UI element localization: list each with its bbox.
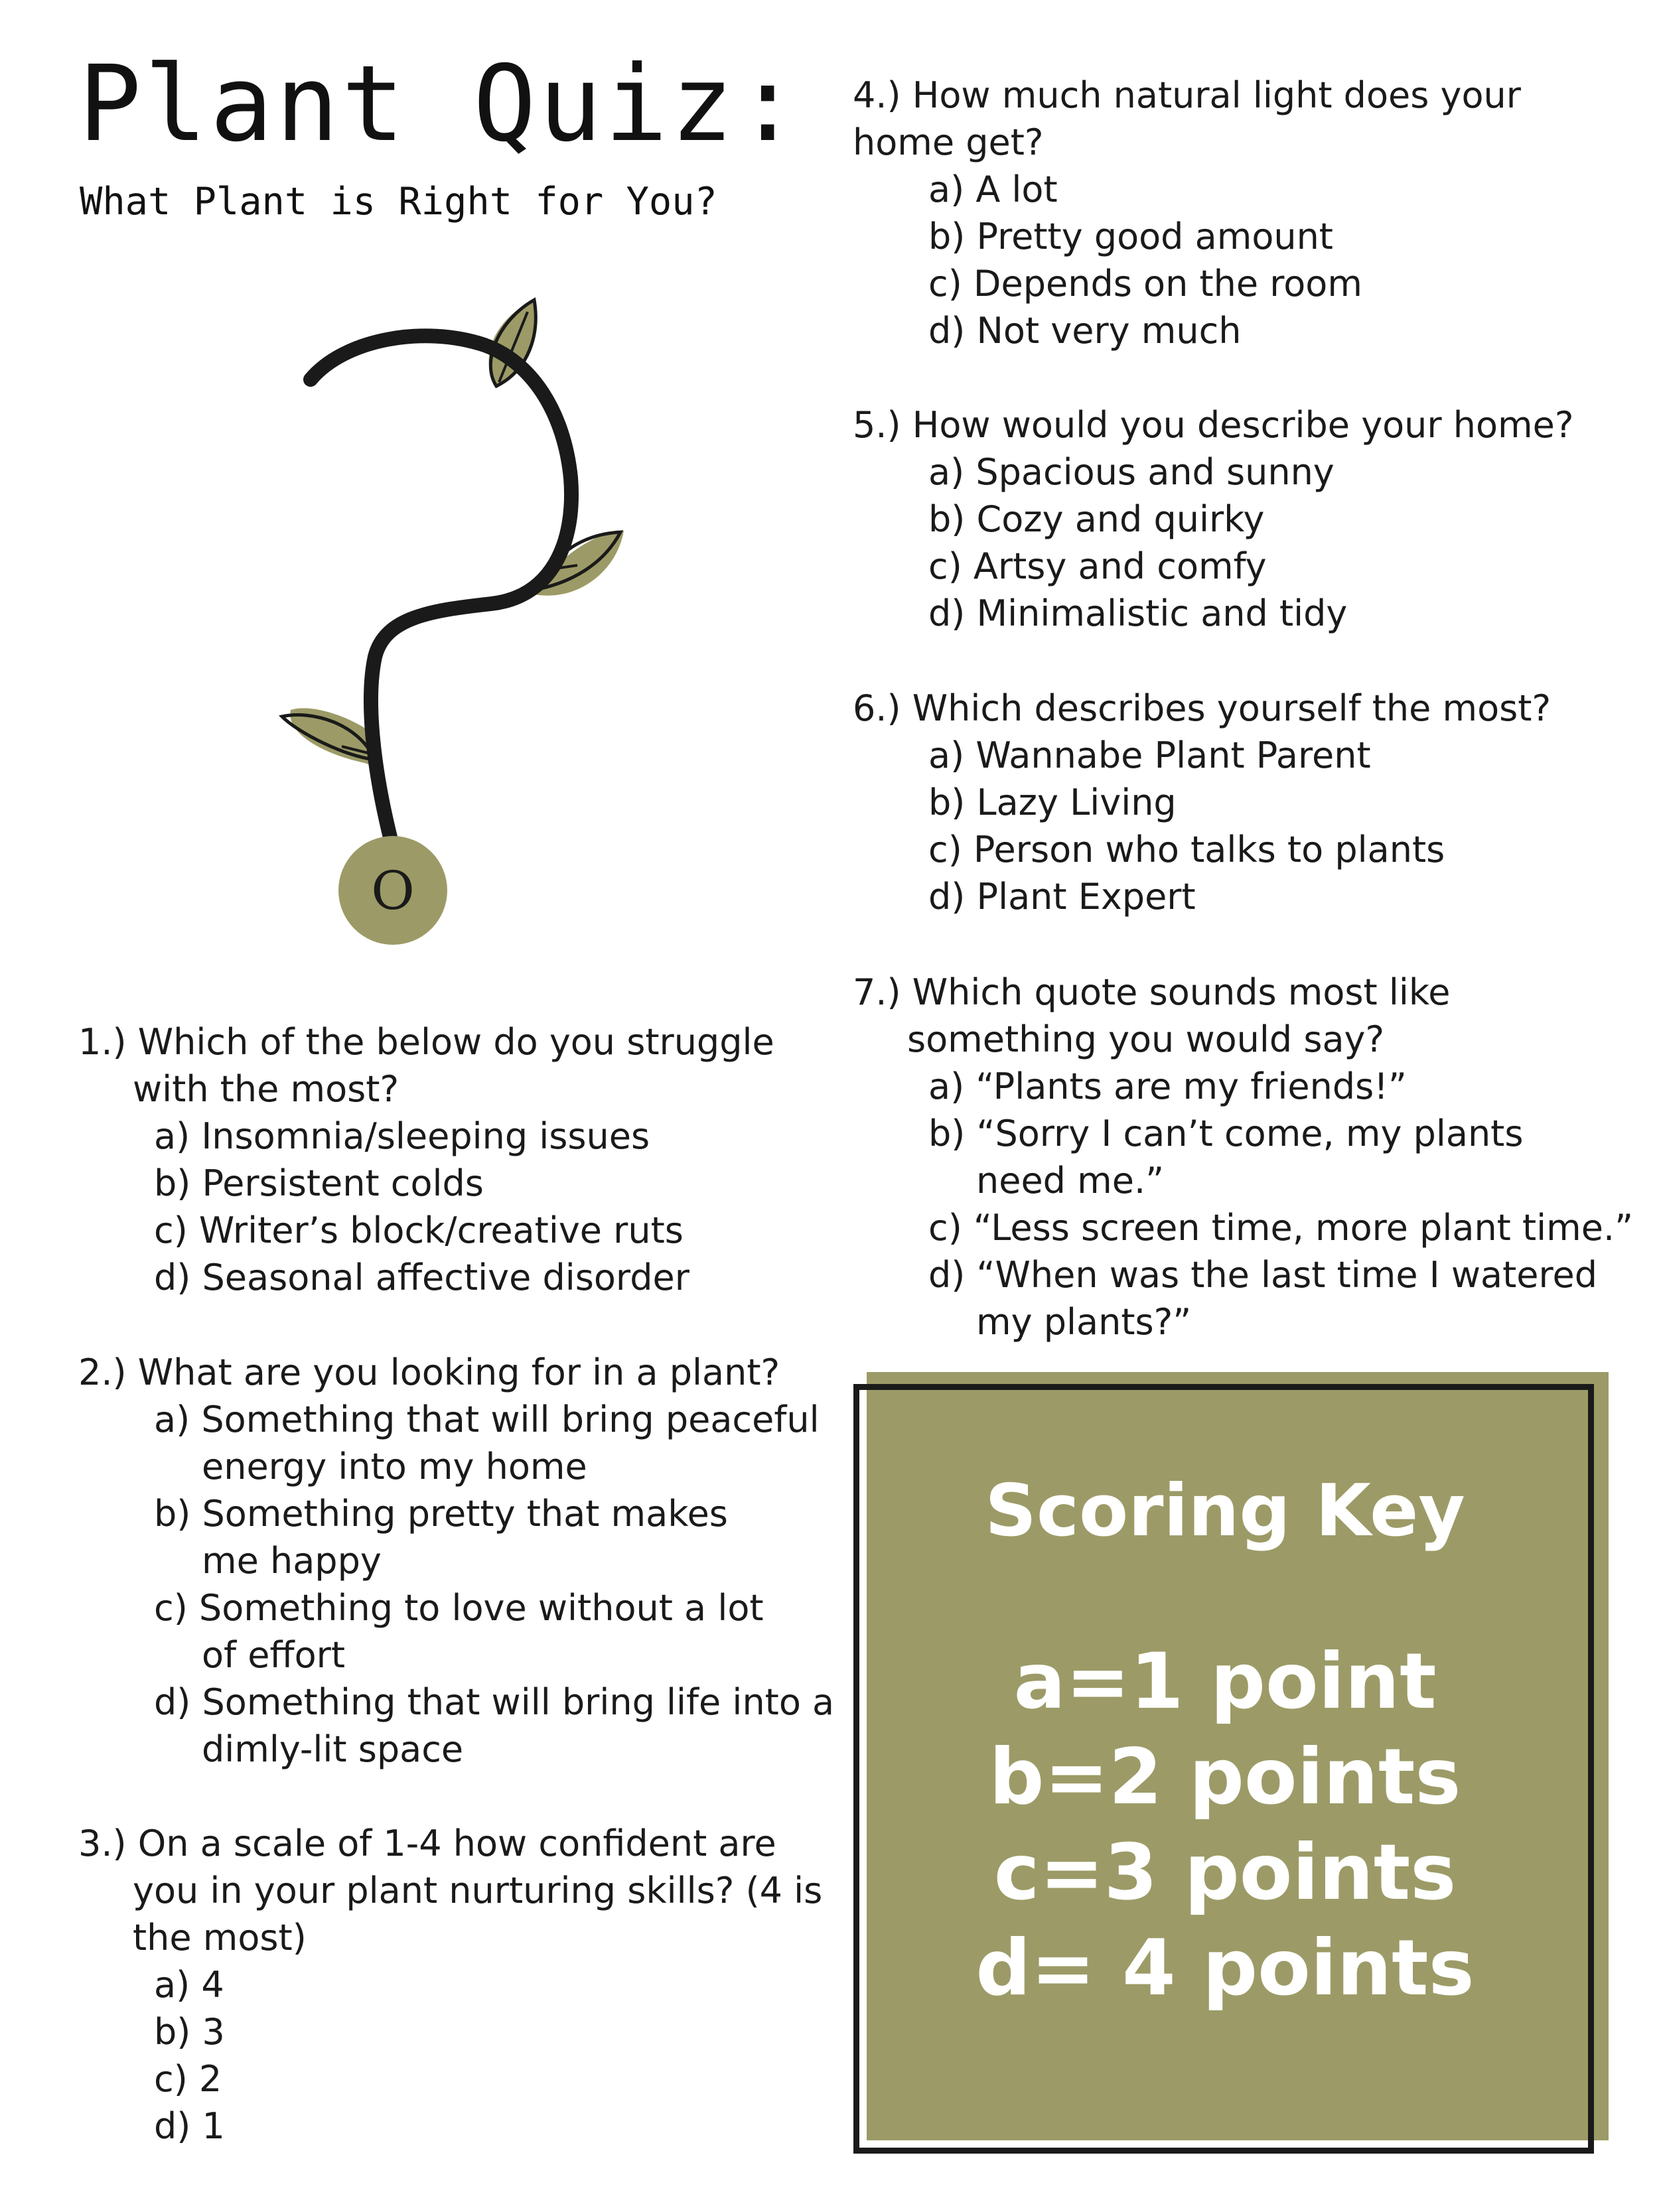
scoring-key-content: [867, 1372, 1583, 2016]
question-7: [853, 969, 1633, 1346]
question-3-text-line-1: 3.) On a scale of 1-4 how confident are: [78, 1823, 776, 1864]
question-5-option-b: b) Cozy and quirky: [928, 498, 1265, 540]
question-mark-dot-letter: O: [371, 860, 415, 922]
question-4-text-line-2: home get?: [853, 121, 1044, 163]
question-7-option-a: a) “Plants are my friends!”: [928, 1066, 1407, 1107]
question-3-text-line-3: the most): [133, 1917, 307, 1959]
scoring-key-line-a: a=1 point: [1013, 1637, 1437, 1726]
question-3-text-line-2: you in your plant nurturing skills? (4 is: [133, 1870, 823, 1911]
question-7-option-c: c) “Less screen time, more plant time.”: [928, 1207, 1634, 1249]
question-7-option-b: b) “Sorry I can’t come, my plants: [928, 1113, 1524, 1154]
question-2: [78, 1349, 834, 1773]
question-1-option-a: a) Insomnia/sleeping issues: [154, 1115, 650, 1157]
question-7-option-b-cont: need me.”: [976, 1160, 1165, 1202]
quiz-title: Plant Quiz:: [78, 43, 802, 165]
scoring-key-line-c: c=3 points: [993, 1828, 1457, 1917]
question-6: [853, 685, 1551, 920]
question-1-option-c: c) Writer’s block/creative ruts: [154, 1210, 684, 1251]
question-3-option-a: a) 4: [154, 1964, 224, 2006]
question-2-option-b-cont: me happy: [202, 1540, 382, 1582]
question-6-option-c: c) Person who talks to plants: [928, 829, 1445, 870]
question-3-option-c: c) 2: [154, 2058, 222, 2100]
question-5-option-d: d) Minimalistic and tidy: [928, 592, 1348, 634]
question-4-option-d: d) Not very much: [928, 310, 1242, 352]
question-1-option-d: d) Seasonal affective disorder: [154, 1257, 689, 1298]
question-5-option-c: c) Artsy and comfy: [928, 545, 1267, 587]
question-6-option-d: d) Plant Expert: [928, 876, 1196, 918]
question-5: [853, 401, 1574, 637]
question-7-option-d-cont: my plants?”: [976, 1301, 1192, 1343]
question-2-option-d-cont: dimly-lit space: [202, 1728, 464, 1770]
question-7-text-line-1: 7.) Which quote sounds most like: [853, 971, 1451, 1013]
question-4-option-a: a) A lot: [928, 169, 1058, 210]
question-mark-stem: [311, 336, 571, 843]
question-2-text-line-1: 2.) What are you looking for in a plant?: [78, 1351, 780, 1393]
question-2-option-c-cont: of effort: [202, 1634, 346, 1676]
question-3: [78, 1820, 822, 2150]
quiz-subtitle: What Plant is Right for You?: [80, 180, 717, 224]
question-2-option-a: a) Something that will bring peaceful: [154, 1399, 820, 1440]
question-1: [78, 1018, 774, 1301]
question-3-option-d: d) 1: [154, 2105, 225, 2147]
question-3-option-b: b) 3: [154, 2011, 225, 2053]
question-6-option-b: b) Lazy Living: [928, 782, 1177, 823]
question-4-option-b: b) Pretty good amount: [928, 216, 1333, 257]
question-2-option-a-cont: energy into my home: [202, 1446, 587, 1487]
question-1-option-b: b) Persistent colds: [154, 1162, 484, 1204]
question-4-option-c: c) Depends on the room: [928, 263, 1362, 305]
scoring-key-title: Scoring Key: [985, 1470, 1465, 1553]
question-mark-plant-illustration: [265, 279, 637, 969]
question-6-text-line-1: 6.) Which describes yourself the most?: [853, 687, 1551, 729]
question-5-text-line-1: 5.) How would you describe your home?: [853, 404, 1574, 446]
question-4: [853, 72, 1521, 354]
question-7-option-d: d) “When was the last time I watered: [928, 1254, 1598, 1296]
question-2-option-b: b) Something pretty that makes: [154, 1493, 728, 1535]
question-1-text-line-2: with the most?: [133, 1068, 399, 1110]
question-5-option-a: a) Spacious and sunny: [928, 451, 1334, 493]
question-1-text-line-1: 1.) Which of the below do you struggle: [78, 1021, 774, 1063]
question-2-option-c: c) Something to love without a lot: [154, 1587, 764, 1629]
question-7-text-line-2: something you would say?: [907, 1018, 1385, 1060]
question-4-text-line-1: 4.) How much natural light does your: [853, 74, 1521, 116]
question-2-option-d: d) Something that will bring life into a: [154, 1681, 835, 1723]
scoring-key-line-b: b=2 points: [989, 1732, 1461, 1822]
question-6-option-a: a) Wannabe Plant Parent: [928, 734, 1371, 776]
scoring-key-line-d: d= 4 points: [975, 1923, 1475, 2013]
